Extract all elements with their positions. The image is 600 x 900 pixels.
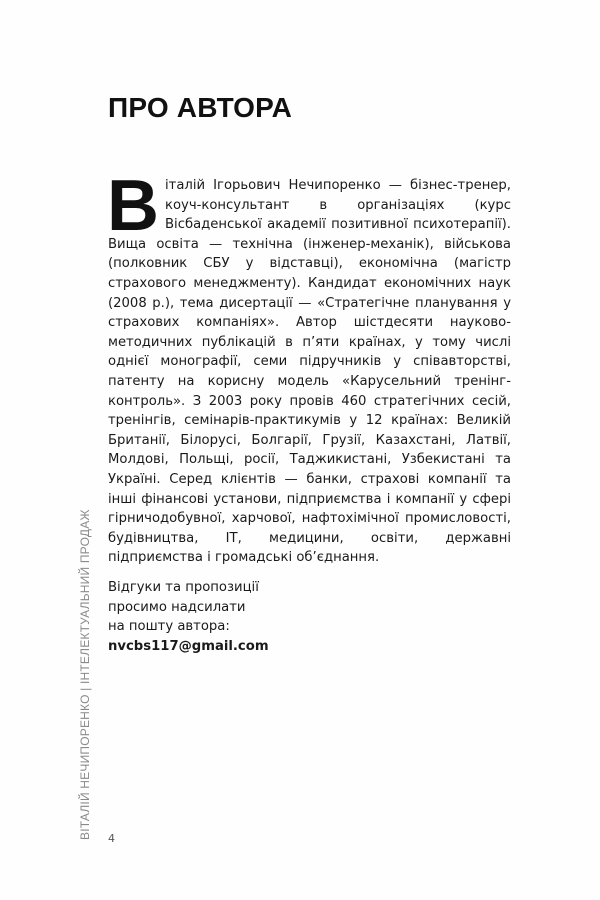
bio-text: італій Ігорьович Нечипоренко — бізнес-тренер, коуч-консультант в організаціях (курс Вісбаденської академії позитивної психотерапії). Вища освіта — технічна (інженер-механік), військова (полковник СБУ у відставці), економічна (магістр страхового менеджменту). Кандидат економічних наук (2008 р.), тема дисертації — «Стратегічне планування у страхових компаніях». Автор шістдесяти науково-методичних публікацій в п’яти країнах, у тому числі однієї монографії, семи підручників у співавторстві, патенту на корисну модель «Карусельний тренінг-контроль». З 2003 року провів 460 стратегічних сесій, тренінгів, семінарів-практикумів у 12 країнах: Великій Британії, Білорусі, Болгарії, Грузії, Казахстані, Латвії, Молдові, Польщі, росії, Таджикистані, Узбекистані та Україні. Серед клієнтів — банки, страхові компанії та інші фінансові установи, підприємства і компанії у сфері гірничодобувної, харчової, нафтохімічної промисловості, будівництва, ІТ, медицини, освіти, державні підприємства і громадські об’єднання. [108, 178, 511, 566]
author-email-link[interactable]: nvcbs117@gmail.com [108, 638, 269, 654]
contact-line-2: просимо надсилати [108, 599, 246, 615]
contact-block [108, 578, 269, 656]
page-title: ПРО АВТОРА [108, 92, 292, 123]
drop-cap: В [107, 166, 159, 246]
author-bio [107, 166, 511, 568]
contact-line-3: на пошту автора: [108, 619, 230, 635]
running-header-vertical: ВІТАЛІЙ НЕЧИПОРЕНКО | ІНТЕЛЕКТУАЛЬНИЙ ПРОДАЖ [78, 509, 92, 840]
contact-line-1: Відгуки та пропозиції [108, 580, 259, 595]
page-number: 4 [108, 832, 115, 845]
